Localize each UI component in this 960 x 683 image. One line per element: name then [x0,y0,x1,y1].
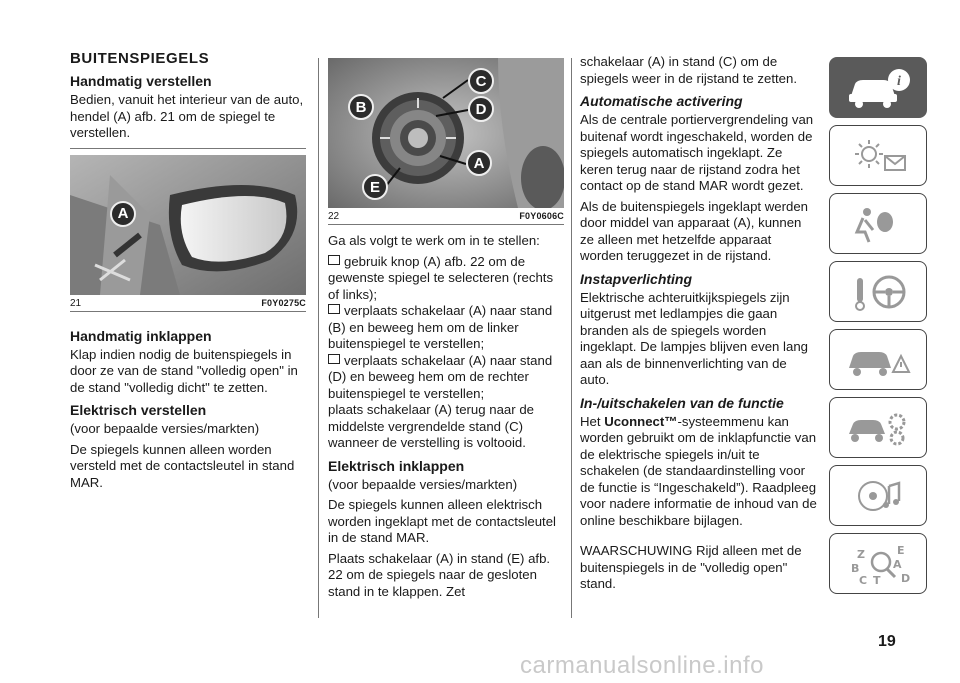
column-rule [318,58,319,618]
para-auto-2: Als de buitenspiegels ingeklapt werden door middel van apparaat (A), kunnen ze alleen met hetzelfde apparaat worden teruggezet in de rijstand. [580,198,808,263]
tab-safety[interactable] [829,193,927,254]
figure-22-callout-b: B [348,94,374,120]
heading-electric-adjust: Elektrisch verstellen [70,402,207,418]
list-item: verplaats schakelaar (A) naar stand (D) en beweeg hem om de rechter buitenspiegel te verstellen; [328,352,553,401]
figure-21-code: F0Y0275C [261,297,306,308]
divider [70,311,306,312]
para-onoff: Het Uconnect™-systeemmenu kan worden gebruikt om de inklapfunctie van de elektrische spiegels in/uit te schakelen (de standaardinstelling voor de functie is “Ingeschakeld”). Raadpleeg voor nadere informatie de inhoud van de online beschikbare bijlagen. [580,413,817,528]
airbag-safety-icon [843,202,913,246]
index-letter: B [851,561,860,575]
tab-car-info[interactable] [829,57,927,118]
para-electric-adjust: De spiegels kunnen alleen worden versteld met de contactsleutel in stand MAR. [70,441,295,490]
column-rule [571,58,572,618]
mirror-manual-illustration [70,155,306,295]
figure-21-callout-a: A [110,201,136,227]
heading-electric-fold: Elektrisch inklappen [328,457,465,474]
tab-starting-driving[interactable] [829,261,927,322]
para-manual-adjust: Bedien, vanuit het interieur van de auto, hendel (A) afb. 21 om de spiegel te verstellen. [70,92,304,140]
figure-21-number: 21 [70,297,82,309]
figure-22-caption [328,211,564,222]
car-emergency-icon [843,338,913,382]
tab-emergency[interactable] [829,329,927,390]
list-item: verplaats schakelaar (A) naar stand (B) en beweeg hem om de linker buitenspiegel te verstellen; [328,303,553,351]
figure-22-code: F0Y0606C [519,211,564,221]
figure-21-caption [70,298,306,309]
divider [328,224,564,225]
figure-22-callout-e: E [362,174,388,200]
index-letter: T [873,573,881,586]
column-right [580,54,818,597]
index-letter: A [893,557,902,571]
figure-22-callout-d: D [468,96,494,122]
chapter-sidebar [829,57,927,601]
maintenance-gears-icon [843,406,913,450]
para-manual-fold: Klap indien nodig de buitenspiegels in door ze van de stand "volledig open" in de stand "volledig dicht" te zetten. [70,346,298,395]
index-letter: C [859,573,868,586]
warning-lights-icon [843,134,913,178]
heading-manual-adjust: Handmatig verstellen [70,73,212,89]
para-entry: Elektrische achteruitkijkspiegels zijn uitgerust met ledlampjes die gaan branden als de spiegels worden ingeklapt. De lampjes blijven even lang aan als de binnenverlichting van de auto. [580,289,808,387]
para-fold-versions: (voor bepaalde versies/markten) [328,476,518,492]
index-letter: E [897,543,905,557]
para-electric-versions: (voor bepaalde versies/markten) [70,421,260,436]
watermark: carmanualsonline.info [520,652,764,679]
para-fold-1: De spiegels kunnen alleen elektrisch worden ingeklapt met de contactsleutel in de stand MAR. [328,497,556,545]
divider [70,148,306,149]
index-letters-icon [843,542,913,586]
page-number: 19 [878,633,896,650]
car-info-icon [843,66,913,110]
checkbox-square-icon [328,304,340,314]
list-item: gebruik knop (A) afb. 22 om de gewenste spiegel te selecteren (rechts of links); [328,253,554,302]
heading-manual-fold: Handmatig inklappen [70,327,212,344]
figure-22-number: 22 [328,211,340,222]
para-continued: schakelaar (A) in stand (C) om de spiegels weer in de rijstand te zetten. [580,54,797,86]
figure-21 [70,155,306,295]
checkbox-square-icon [328,354,340,364]
svg-text:i: i [897,73,901,89]
figure-22-callout-a: A [466,150,492,176]
tab-maintenance[interactable] [829,397,927,458]
section-title: BUITENSPIEGELS [70,50,210,67]
para-fold-2: Plaats schakelaar (A) in stand (E) afb. 22 om de spiegels naar de gesloten stand in te klappen. Zet [328,550,551,599]
heading-onoff: In-/uitschakelen van de functie [580,394,784,411]
tab-warning-lights[interactable] [829,125,927,186]
para-after: plaats schakelaar (A) terug naar de middelste vergrendelde stand (C) wanneer de verstelling is voltooid. [328,402,534,450]
column-middle [328,58,564,604]
figure-22 [328,58,564,208]
tab-multimedia[interactable] [829,465,927,526]
para-auto-1: Als de centrale portiervergrendeling van buitenaf wordt ingeschakeld, worden de spiegels automatisch ingeklapt. Ze keren terug naar de rijstand zodra het contact op de stand MAR wordt gezet. [580,112,814,193]
para-warning: WAARSCHUWING Rijd alleen met de buitenspiegels in de "volledig open" stand. [580,543,802,591]
index-letter: Z [857,547,865,561]
steering-start-icon [843,270,913,314]
figure-22-callout-c: C [468,68,494,94]
brand-name: Uconnect™ [604,413,678,429]
checkbox-square-icon [328,255,340,265]
tab-index[interactable] [829,533,927,594]
heading-auto-activation: Automatische activering [580,93,743,109]
index-letter: D [901,571,911,585]
heading-entry-lighting: Instapverlichting [580,270,693,287]
para-intro: Ga als volgt te werk om in te stellen: [328,233,540,248]
multimedia-icon [843,474,913,518]
column-left [70,50,306,495]
